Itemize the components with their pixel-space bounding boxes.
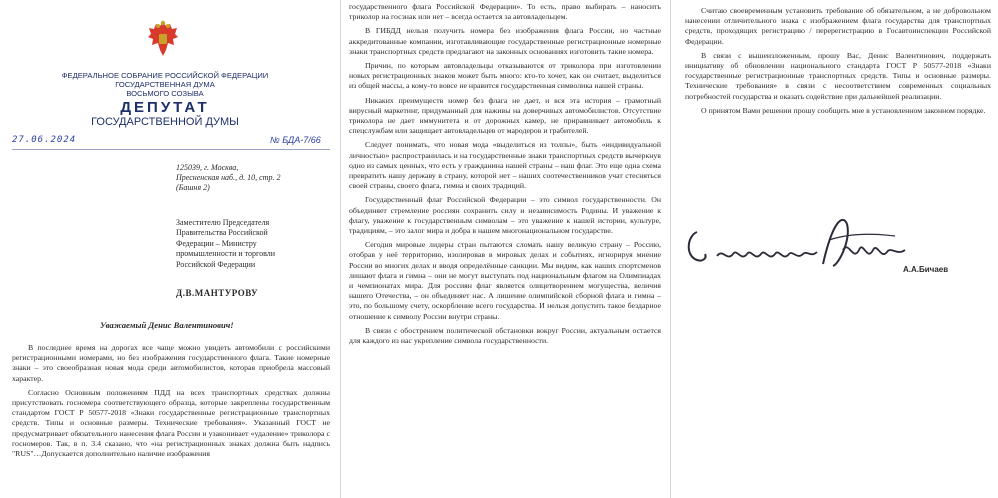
recipient-line: промышленности и торговли <box>176 249 276 259</box>
paragraph: Никаких преимуществ номер без флага не дает, и вся эта история – грамотный вирусный маркетинг, придуманный для наживы на доверчивых автомобилистов. Отсутствие триколора не дает иммунитета и от дорожных камер, не приравнивает автомобиль к спецслужбам или защищает автовладельцев от мародеров и грабителей. <box>349 95 661 136</box>
header-line-1: ФЕДЕРАЛЬНОЕ СОБРАНИЕ РОССИЙСКОЙ ФЕДЕРАЦИИ <box>61 71 269 80</box>
paragraph: Согласно Основным положениям ПДД на всех транспортных средствах должны присутствовать госномера соответствующего образца, которые закреплены государственным стандартом ГОСТ Р 50577-2018 «Знаки государственные регистрационные транспортных средств. Типы и основные размеры. Технические требования». Указанный ГОСТ не предусматривает обязательного нанесения флага России и узаконивает «удаление» триколора с госномеров. Так, в п. 3.4 сказано, что «на регистрационных знаках должна быть надпись "RUS"…Допускается дополнительно наличие изображения <box>12 387 330 459</box>
paragraph: Следует понимать, что новая мода «выделиться из толпы», быть «индивидуальной личностью» распространилась и на государственные знаки транспортных средств вычеркнув одно из самых ценных, что есть у гражданина нашей страны – наш флаг. Это еще одна схема превратить нашу державу в страну, которой нет – наших соотечественников учат стесняться своей страны, своего флага, гимна и своих традиций. <box>349 140 661 191</box>
recipient-address <box>176 163 331 193</box>
divider <box>12 149 330 150</box>
letter-number: № БДА-7/66 <box>270 135 321 145</box>
paragraph: Считаю своевременным установить требование об обязательном, а не добровольном нанесении отличительного знака с изображением флага государства для транспортных средств, проходящих регистрацию / перерегистрацию в Госавтоинспекции Российской Федерации. <box>685 6 991 46</box>
recipient-line: Российской Федерации <box>176 259 256 269</box>
paragraph: государственного флага Российской Федерации». То есть, право выбирать – наносить триколор на госзнак или нет – всегда остается за автовладельцем. <box>349 2 661 22</box>
letter-body-page-3 <box>685 6 991 120</box>
paragraph: В связи с вышеизложенным, прошу Вас, Денис Валентинович, поддержать инициативу об обновлении национального стандарта ГОСТ Р 50577-2018 «Знаки государственные регистрационные транспортных средств. Типы и основные размеры. Технические требования» в связи с несоответствием современных социальных потребностей государства и оказать содействие при дальнейшей реализации. <box>685 50 991 101</box>
recipient-title <box>176 218 331 270</box>
paragraph: В последнее время на дорогах все чаще можно увидеть автомобили с российскими регистрационными номерами, но без изображения государственного флага. Такие номерные знаки – это своеобразная новая мода среди автомобилистов, которая приобрела массовый характер. <box>12 343 330 383</box>
recipient-line: Федерации – Министру <box>176 238 257 248</box>
letter-page-1 <box>0 0 336 498</box>
registration-line <box>12 133 330 150</box>
letter-page-3 <box>670 0 998 498</box>
header-line-2: ГОСУДАРСТВЕННАЯ ДУМА <box>115 80 215 89</box>
paragraph: Сегодня мировые лидеры стран пытаются сломать нашу великую страну – Россию, отобрав у неё территорию, изолировав в мировых делах и событиях, игнорируя мнение России во многих делах и вводя определённые санкции. Мы видим, как наших спортсменов лишают флага и гимна – они не могут выступать под национальным флагом на Олимпиадах и чемпионатах мира. Для россиян флаг является олицетворением могущества, величия нашего Отечества, – он объединяет нас. А лишение олимпийской сборной флага и гимна – это, по большому счету, оскорбление всего государства. И нельзя допустить такое бездарное отношение к символу России внутри страны. <box>349 240 661 321</box>
letter-page-2 <box>340 0 666 498</box>
header-subtitle: ГОСУДАРСТВЕННОЙ ДУМЫ <box>91 116 239 128</box>
paragraph: О принятом Вами решении прошу сообщить мне в установленном законном порядке. <box>701 105 986 115</box>
address-line: 125039, г. Москва, <box>176 163 239 172</box>
address-line: (Башня 2) <box>176 183 210 192</box>
header-title: ДЕПУТАТ <box>120 99 210 116</box>
recipient-line: Заместителю Председателя <box>176 218 270 227</box>
letter-date: 27.06.2024 <box>12 135 77 145</box>
header-line-3: ВОСЬМОГО СОЗЫВА <box>126 89 204 98</box>
recipient-line: Правительства Российской <box>176 228 268 238</box>
recipient-name: Д.В.МАНТУРОВУ <box>176 288 259 298</box>
letter-body-page-2 <box>349 2 661 350</box>
signatory-name: А.А.Бичаев <box>903 265 949 274</box>
paragraph: В связи с обострением политической обстановки вокруг России, актуальным остается для каждого из нас укрепление символа государственности. <box>349 325 661 346</box>
signature-icon <box>683 210 908 280</box>
letter-body-page-1 <box>12 343 330 463</box>
address-line: Пресненская наб., д. 10, стр. 2 <box>176 173 281 182</box>
paragraph: Причин, по которым автовладельцы отказываются от триколора при изготовлении новых регистрационных знаков может быть много: кто-то хочет, как он считает, выделиться из общей массы, а кому-то вовсе не нравится государственная символика нашей страны. <box>349 61 661 91</box>
coat-of-arms-icon <box>146 20 180 58</box>
paragraph: Государственный флаг Российской Федерации – это символ государственности. Он объединяет стремление россиян сохранить силу и независимость Родины. И уважение к флагу, уважение к государственным символам – это уважение к нашей истории, культуре, традициям, – это залог мира и добра в нашем многонациональном государстве. <box>349 195 661 236</box>
greeting: Уважаемый Денис Валентинович! <box>100 320 234 330</box>
paragraph: В ГИБДД нельзя получить номера без изображения флага России, но частные аккредитованные компании, изготавливающие государственные регистрационные номерные знаки транспортных средств предлагают на законных основаниях изготовить такие номера. <box>349 26 661 56</box>
